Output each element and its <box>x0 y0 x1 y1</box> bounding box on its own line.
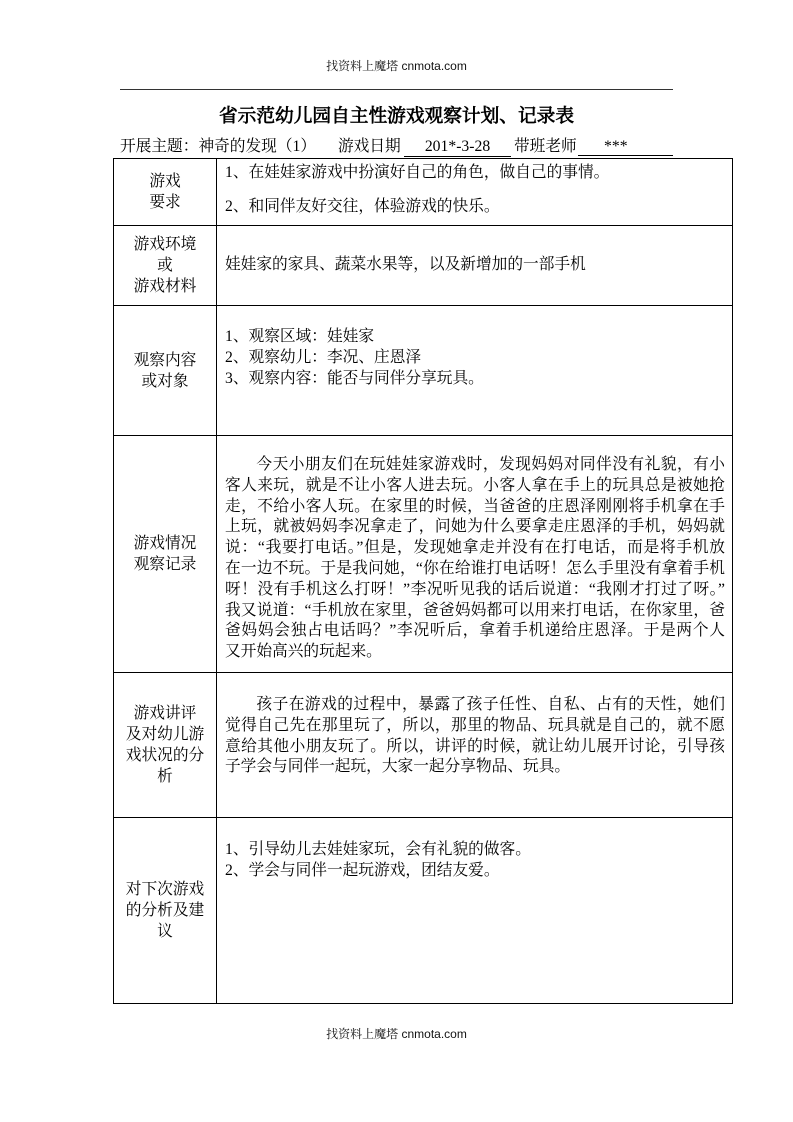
observation-target-content <box>217 306 733 436</box>
requirements-label: 游戏 要求 <box>114 159 217 226</box>
record-line: 走，不给小客人玩。在家里的时候，当爸爸的庄恩泽刚刚将手机拿在手 <box>225 497 725 515</box>
table-row-materials <box>114 226 733 306</box>
theme-value: 神奇的发现（1） <box>198 138 317 155</box>
evaluation-label: 游戏讲评 及对幼儿游 戏状况的分 析 <box>114 673 217 818</box>
evaluation-content <box>217 673 733 818</box>
evaluation-line: 意给其他小朋友玩了。所以，讲评的时候，就让幼儿展开讨论，引导孩 <box>225 737 725 755</box>
date-value: 201*-3-28 <box>404 137 511 157</box>
requirement-item: 1、在娃娃家游戏中扮演好自己的角色，做自己的事情。 <box>225 164 610 181</box>
suggestion-item: 1、引导幼儿去娃娃家玩，会有礼貌的做客。 <box>225 841 531 858</box>
header-divider <box>120 89 673 90</box>
record-line: 在一边不玩。于是我问她，“你在给谁打电话呀！怎么手里没有拿着手机 <box>225 559 725 577</box>
materials-label: 游戏环境 或 游戏材料 <box>114 226 217 306</box>
document-title: 省示范幼儿园自主性游戏观察计划、记录表 <box>218 106 575 127</box>
evaluation-line: 孩子在游戏的过程中，暴露了孩子任性、自私、占有的天性，她们 <box>256 696 725 713</box>
theme-field <box>120 137 338 156</box>
record-label: 游戏情况 观察记录 <box>114 436 217 673</box>
record-line: 呀！没有手机这么打呀！”李况听见我的话后说道：“我刚才打过了呀。” <box>225 580 725 598</box>
evaluation-line: 觉得自己先在那里玩了，所以，那里的物品、玩具就是自己的，就不愿 <box>225 716 725 734</box>
observation-target-item: 1、观察区域：娃娃家 <box>225 328 375 345</box>
record-line: 又开始高兴的玩起来。 <box>225 643 382 661</box>
observation-target-label: 观察内容 或对象 <box>114 306 217 436</box>
observation-target-item: 3、观察内容：能否与同伴分享玩具。 <box>225 369 484 387</box>
suggestion-item: 2、学会与同伴一起玩游戏，团结友爱。 <box>225 861 500 879</box>
observation-target-item: 2、观察幼儿：李况、庄恩泽 <box>225 348 422 366</box>
table-row-requirements <box>114 159 733 226</box>
observation-record-table <box>113 158 733 1004</box>
record-line: 上玩，就被妈妈李况拿走了，问她为什么要拿走庄恩泽的手机，妈妈就 <box>225 518 725 536</box>
teacher-label: 带班老师 <box>514 138 577 155</box>
suggestions-content <box>217 818 733 1004</box>
date-label: 游戏日期 <box>338 138 401 155</box>
record-line: 说：“我要打电话。”但是，发现她拿走并没有在打电话，而是将手机放 <box>225 539 725 557</box>
evaluation-line: 子学会与同伴一起玩，大家一起分享物品、玩具。 <box>225 758 571 776</box>
record-line: 客人来玩，就是不让小客人进去玩。小客人拿在手上的玩具总是被她抢 <box>225 476 725 494</box>
page-header: 找资料上魔塔 cnmota.com <box>326 59 467 73</box>
teacher-value: *** <box>578 137 673 156</box>
table-row-observation-target <box>114 306 733 436</box>
suggestions-label: 对下次游戏 的分析及建 议 <box>114 818 217 1004</box>
record-line: 爸妈妈会独占电话吗？”李况听后，拿着手机递给庄恩泽。于是两个人 <box>225 622 725 640</box>
record-line: 今天小朋友们在玩娃娃家游戏时，发现妈妈对同伴没有礼貌，有小 <box>256 456 725 473</box>
table-row-evaluation <box>114 673 733 818</box>
record-content <box>217 436 733 673</box>
record-line: 我又说道：“手机放在家里，爸爸妈妈都可以用来打电话，在你家里，爸 <box>225 601 725 619</box>
table-row-suggestions <box>114 818 733 1004</box>
materials-content <box>217 226 733 306</box>
requirement-item: 2、和同伴友好交往，体验游戏的快乐。 <box>225 197 500 215</box>
theme-label: 开展主题： <box>120 138 199 155</box>
info-line <box>120 137 673 157</box>
materials-text: 娃娃家的家具、蔬菜水果等，以及新增加的一部手机 <box>225 256 586 274</box>
requirements-content <box>217 159 733 226</box>
table-row-record <box>114 436 733 673</box>
page-footer: 找资料上魔塔 cnmota.com <box>326 1027 467 1041</box>
